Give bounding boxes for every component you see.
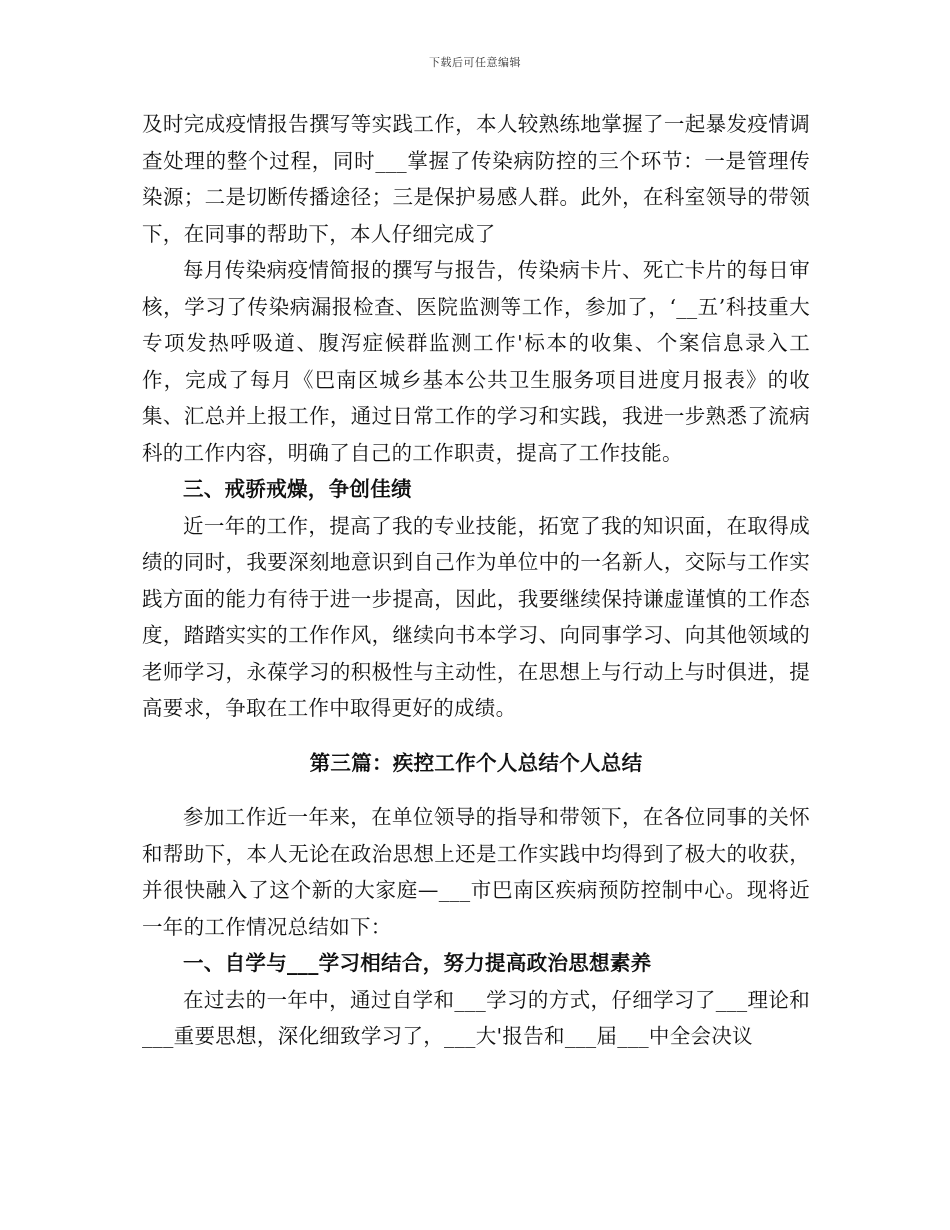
paragraph-study: 在过去的一年中，通过自学和___学习的方式，仔细学习了___理论和___重要思想，深化细致学习了，___大'报告和___届___中全会决议 bbox=[142, 987, 810, 1048]
paragraph-monthly-report: 每月传染病疫情简报的撰写与报告，传染病卡片、死亡卡片的每日审核，学习了传染病漏报检查、医院监测等工作，参加了，‘__五’科技重大专项发热呼吸道、腹泻症候群监测工作'标本的收集、个案信息录入工作，完成了每月《巴南区城乡基本公共卫生服务项目进度月报表》的收集、汇总并上报工作，通过日常工作的学习和实践，我进一步熟悉了流病科的工作内容，明确了自己的工作职责，提高了工作技能。 bbox=[142, 258, 810, 465]
paragraph-continuation: 及时完成疫情报告撰写等实践工作，本人较熟练地掌握了一起暴发疫情调查处理的整个过程，同时___掌握了传染病防控的三个环节：一是管理传染源；二是切断传播途径；三是保护易感人群。此外，在科室领导的带领下，在同事的帮助下，本人仔细完成了 bbox=[142, 112, 810, 246]
page-header: 下载后可任意编辑 bbox=[429, 56, 521, 69]
section-heading-one: 一、自学与___学习相结合，努力提高政治思想素养 bbox=[183, 951, 652, 975]
document-body bbox=[142, 106, 810, 1055]
paragraph-reflection: 近一年的工作，提高了我的专业技能，拓宽了我的知识面，在取得成绩的同时，我要深刻地意识到自己作为单位中的一名新人，交际与工作实践方面的能力有待于进一步提高，因此，我要继续保持谦虚谨慎的工作态度，踏踏实实的工作作风，继续向书本学习、向同事学习、向其他领域的老师学习，永葆学习的积极性与主动性，在思想上与行动上与时俱进，提高要求，争取在工作中取得更好的成绩。 bbox=[142, 513, 810, 720]
section-heading-three: 三、戒骄戒燥，争创佳绩 bbox=[183, 477, 412, 501]
chapter-title: 第三篇：疾控工作个人总结个人总结 bbox=[309, 750, 643, 775]
paragraph-intro: 参加工作近一年来，在单位领导的指导和带领下，在各位同事的关怀和帮助下，本人无论在政治思想上还是工作实践中均得到了极大的收获，并很快融入了这个新的大家庭—___市巴南区疾病预防控制中心。现将近一年的工作情况总结如下： bbox=[142, 805, 810, 939]
